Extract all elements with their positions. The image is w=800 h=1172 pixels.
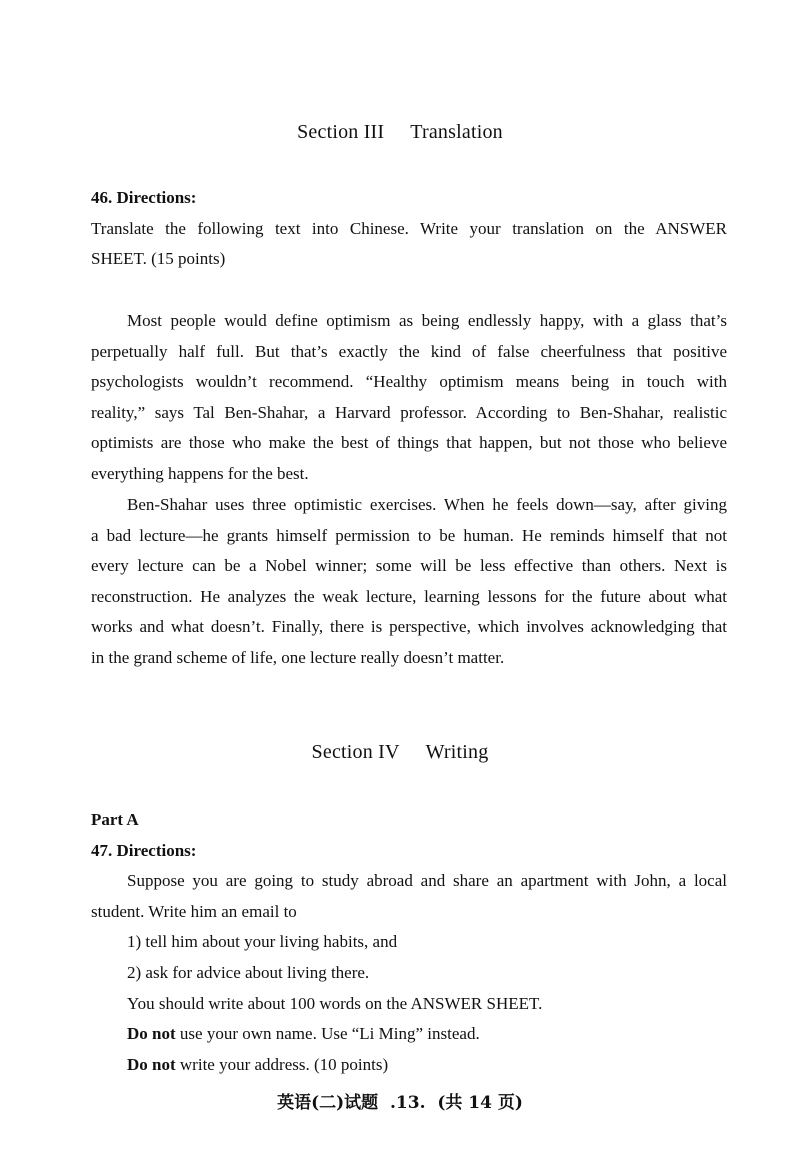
question-46: [91, 183, 727, 275]
q46-passage-paragraph-2: [91, 490, 727, 674]
section-3-label: Section III: [297, 121, 385, 143]
name-note-text: use your own name. Use “Li Ming” instead.: [175, 1024, 480, 1044]
do-not-label: Do not: [127, 1054, 176, 1074]
q46-directions-line: SHEET. (15 points): [91, 249, 226, 269]
passage-line: Ben-Shahar uses three optimistic exercises. When he feels down—say, after giving: [127, 495, 727, 514]
section-4-label: Section IV: [311, 741, 400, 763]
q46-directions-line: Translate the following text into Chinese. Write your translation on the ANSWER: [91, 218, 727, 238]
passage-line: a bad lecture—he grants himself permission to be human. He reminds himself that not: [91, 525, 727, 545]
passage-line: everything happens for the best.: [91, 463, 309, 483]
q46-passage-paragraph-1: [91, 306, 727, 490]
q47-intro-line: Suppose you are going to study abroad and share an apartment with John, a local: [127, 871, 727, 891]
passage-line: reconstruction. He analyzes the weak lecture, learning lessons for the future about what: [91, 586, 727, 606]
passage-line: works and what doesn’t. Finally, there is perspective, which involves acknowledging that: [91, 617, 727, 637]
q47-task-item-2: 2) ask for advice about living there.: [127, 962, 370, 982]
part-a-heading: Part A: [91, 810, 139, 829]
q46-heading: 46. Directions:: [91, 188, 197, 207]
passage-line: Most people would define optimism as being endlessly happy, with a glass that’s: [127, 311, 727, 330]
q47-name-note: [91, 1019, 727, 1050]
address-note-text: write your address. (10 points): [175, 1054, 389, 1074]
do-not-label: Do not: [127, 1024, 176, 1044]
section-3-title: Translation: [410, 121, 503, 143]
passage-line: reality,” says Tal Ben-Shahar, a Harvard professor. According to Ben-Shahar, realistic: [91, 402, 727, 422]
q47-heading: 47. Directions:: [91, 840, 197, 860]
section-3-heading: [0, 121, 800, 144]
section-4-heading: [0, 741, 800, 764]
passage-line: psychologists wouldn’t recommend. “Healthy optimism means being in touch with: [91, 372, 727, 392]
passage-line: in the grand scheme of life, one lecture really doesn’t matter.: [91, 647, 505, 667]
q47-word-count-note: You should write about 100 words on the ANSWER SHEET.: [127, 993, 543, 1013]
passage-line: optimists are those who make the best of things that happen, but not those who believe: [91, 433, 727, 453]
passage-line: every lecture can be a Nobel winner; some will be less effective than others. Next is: [91, 556, 727, 576]
q47-address-note: [91, 1050, 727, 1081]
page-footer: 英语(二)试题 .13. (共 14 页): [277, 1093, 523, 1113]
section-4-title: Writing: [425, 741, 489, 763]
q47-intro-line: student. Write him an email to: [91, 901, 297, 921]
part-a: [91, 805, 727, 1080]
q47-task-item-1: 1) tell him about your living habits, and: [127, 932, 398, 952]
passage-line: perpetually half full. But that’s exactly the kind of false cheerfulness that positive: [91, 341, 727, 361]
